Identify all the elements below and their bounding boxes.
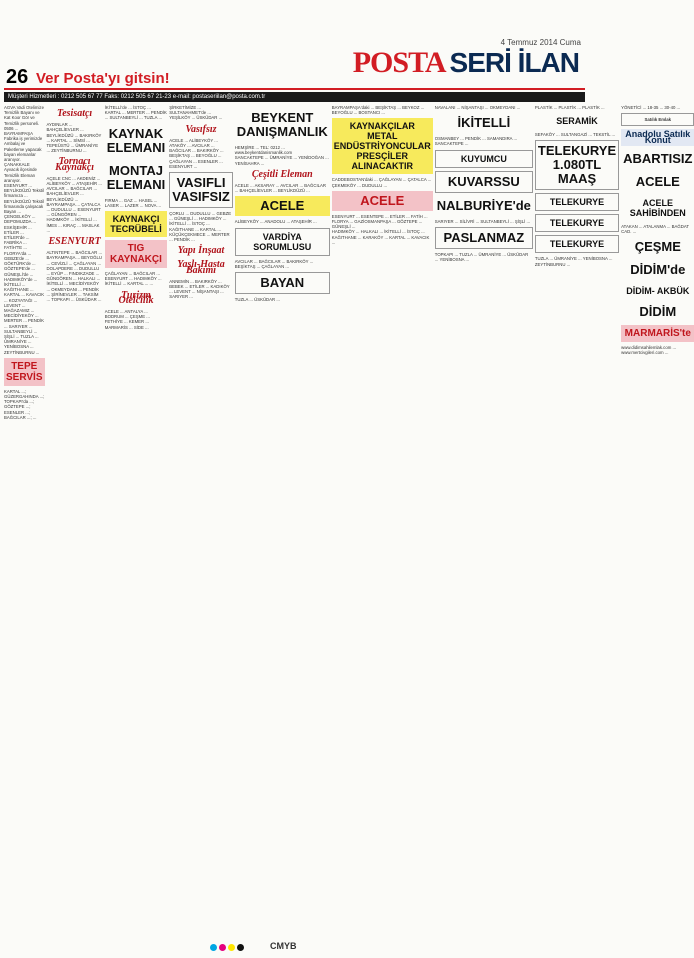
ad-heading: TELEKURYE 1.080TL MAAŞ	[535, 140, 619, 190]
column-6	[332, 105, 433, 935]
ad-heading: ABARTISIZ	[623, 150, 693, 166]
ad-text: ACELE ... AKSARAY ... AVCILAR ... BAĞCILAR ... BAHÇELİEVLER ... BEYLİKDÜZÜ ...	[234, 183, 327, 194]
page-number: 26	[6, 66, 29, 88]
ad-text: TUZLA ... ÜMRANİYE ... YENİBOSNA ... ZEYTİNBURNU ...	[534, 256, 613, 267]
ad-text: SEFAKÖY ... SULTANGAZİ ... TEKSTİL ...	[534, 132, 616, 138]
ad-heading: SERAMİK	[556, 116, 598, 127]
ad-text: SARIYER ... SİLİVRİ ... SULTANBEYLİ ... ŞİŞLİ ...	[434, 218, 531, 224]
ad-heading: DİDİM- AKBÜK	[626, 286, 690, 297]
logo-serilan: SERİ İLAN	[449, 47, 579, 78]
ad-text: BAYRAMPAŞA'daki ... BEŞİKTAŞ ... BEYKOZ ... BEYOĞLU ... BOSTANCI ...	[331, 105, 425, 116]
ad-text: PLASTİK ... PLASTİK ... PLASTİK ...	[534, 105, 605, 110]
ad-text: AYDINLAR ... BAHÇELİEVLER ... BEYLİKDÜZÜ ... BAKIRKÖY ... KARTAL ... SİMSİ ... TEPEÜSTÜ ... ÜMRANİYE ... ZEYTİNBURNU ...	[46, 122, 102, 154]
magenta-mark	[219, 944, 226, 951]
ad-text: HEMŞİRE ... TEL: 0212 ... www.beykentdanismanlik.com	[234, 145, 293, 156]
column-5	[235, 105, 330, 935]
column-3	[105, 105, 168, 935]
ad-text: AGVA Vadi Otelimize Temizlik Bayanı ve Kat Koor Gör ve Temizlik personeli. 0506 ...	[4, 105, 44, 131]
ad-text: ATAKAN ... ATALANMA ... BAĞDAT CAD. ...	[621, 223, 689, 235]
ad-heading: TIG KAYNAKÇI	[105, 240, 168, 268]
black-mark	[237, 944, 244, 951]
page-header	[0, 0, 589, 92]
column-8	[535, 105, 619, 935]
ad-heading: ACELE	[635, 173, 680, 189]
ad-text: AVCILAR ... BAĞCILAR ... BAKIRKÖY ... BEŞİKTAŞ ... ÇAĞLAYAN ...	[234, 258, 314, 269]
column-2	[47, 105, 103, 935]
contact-bar: Müşteri Hizmetleri : 0212 505 67 77 Faks: 0212 505 67 21-23 e-mail: postaseriilan@posta.com.tr	[4, 92, 585, 102]
ad-heading: Yaşlı-Hasta Bakımı	[177, 259, 225, 276]
ad-heading: Satılık Emlak	[621, 113, 694, 126]
ad-text: www.didimsahilemlak.com ... www.mertcivgileri.com ...	[621, 345, 677, 356]
ad-text: KARTAL ...; GÜZERGAHINDA ...; TOPKAPI'da ...; GÖZTEPE ...; ESENLER ...; BAĞCILAR ...; ...	[4, 388, 45, 420]
ad-text: ANNEMİN ... BAKIRKÖY ... BEBEK ... ETİLER ... KADIKÖY ... LEVENT ... NİŞANTAŞI ... SARIYER ...	[169, 278, 230, 300]
classifieds-columns	[4, 105, 693, 935]
ad-heading: DİDİM	[639, 304, 677, 320]
logo	[353, 46, 579, 80]
ad-heading: VASIFLI VASIFSIZ	[169, 172, 233, 208]
ad-text: FIRMA ... GAZ ... HASEL ... LASER ... LAZER ... NOVA ...	[104, 197, 162, 208]
ad-heading: TELEKURYE	[535, 214, 619, 232]
ad-text: ESENYURT ... ESENTEPE ... ETİLER ... FATİH ... FLORYA ... GAZİOSMANPAŞA ... GÖZTEPE ... GÜNEŞLİ ...	[331, 213, 428, 230]
ad-text: OSMANBEY ... PENDİK ... SAMANDIRA ... SANCAKTEPE ...	[434, 136, 518, 147]
ad-heading: ESENYURT	[48, 236, 101, 248]
ad-text: ACELE ... ANTALYA ... BODRUM ... ÇEŞME ... FETHİYE ... KEMER ... MARMARİS ... SİDE ...	[104, 309, 150, 330]
ad-text: SANCAKTEPE ... ÜMRANİYE ... YENİDOĞAN ... YENİSAHRA ...	[234, 155, 329, 166]
ad-heading: TELEKURYE	[535, 193, 619, 211]
yellow-mark	[228, 944, 235, 951]
ad-heading: BEYKENT DANIŞMANLIK	[236, 110, 328, 139]
ad-heading: ÇEŞME	[634, 239, 681, 255]
ad-heading: Yapı İnşaat	[177, 245, 225, 257]
ad-heading: Tesisatçı	[57, 108, 93, 119]
ad-heading: ACELE	[235, 196, 330, 216]
column-9	[621, 105, 694, 935]
ad-text: NAVALANI ... NİŞANTAŞI ... OKMEYDANI ...	[434, 105, 521, 110]
ad-text: İKİTELLİ'de ... İSTOÇ ... KARTAL ... MERTER ... PENDİK ... SULTANBEYLİ ... TUZLA ...	[104, 105, 167, 121]
ad-heading: TEPE SERVİS	[4, 358, 45, 386]
ad-text: TUZLA ... ÜSKÜDAR ...	[234, 297, 280, 303]
slogan: Ver Posta'yı gitsin!	[36, 70, 170, 87]
ad-heading: KAYNAK ELEMANI	[106, 125, 166, 155]
issue-date: 4 Temmuz 2014 Cuma	[500, 38, 581, 47]
ad-heading: Turizm Otelcilik	[118, 289, 154, 306]
ad-text: AÇELE CNC ... AKDENİZ ... ALİBEYKÖY ... ATAŞEHİR ... AVCILAR ... BAĞCILAR ... BAHÇELİEVLER ... BEYLİKDÜZÜ ... BAYRAMPAŞA ... ÇATALCA ... DUDULLU ... ESENYURT ... GÜNGÖREN ... HADIMKÖY ... İKİTELLİ ... İMES ... KIRAÇ ... MASLAK ...	[46, 175, 102, 233]
ad-heading: Çeşitli Eleman	[251, 168, 313, 180]
footer-brand: CMYB	[270, 941, 297, 951]
ad-heading: KAYNAKÇI TECRÜBELİ	[105, 211, 168, 237]
ad-heading: KUVARSSU	[435, 171, 533, 193]
ad-text: TOPKAPI ... TUZLA ... ÜMRANİYE ... ÜSKÜDAR ... YENİBOSNA ...	[434, 251, 529, 263]
ad-text: CADDEBOSTAN'daki ... ÇAĞLAYAN ... ÇATALCA ... ÇEKMEKÖY ... DUDULLU ...	[331, 177, 432, 188]
ad-heading: KAYNAKÇILAR METAL ENDÜSTRİYONCULAR PRESÇİLER ALINACAKTIR	[332, 118, 433, 174]
column-1	[4, 105, 45, 935]
ad-text: HADIMKÖY ... HALKALI ... İKİTELLİ ... İSTOÇ ... KAĞITHANE ... KARAKÖY ... KARTAL ... KAVACIK ...	[331, 229, 430, 245]
ad-heading: Anadolu Satılık Konut	[621, 129, 694, 145]
ad-heading: ACELE SAHİBİNDEN	[629, 197, 686, 218]
ad-heading: TELEKURYE	[535, 235, 619, 253]
header-rule	[4, 88, 585, 90]
ad-text: ACELE ... ALİBEYKÖY ... ATAKÖY ... AVCILAR ... BAĞCILAR ... BAKIRKÖY ... BEŞİKTAŞ ... BEYOĞLU ... ÇAĞLAYAN ... ESENLER ... ESENYURT ...	[169, 137, 224, 169]
column-7	[435, 105, 533, 935]
ad-heading: BAYAN	[235, 272, 330, 294]
column-4	[169, 105, 233, 935]
cyan-mark	[210, 944, 217, 951]
ad-text: YÖNETİCİ ... 18-35 ... 30-40 ...	[621, 105, 681, 110]
ad-text: BAYRAMPAŞA Fabrika iş yerimizde Ambalaj ve Paketleme yapacak bayan elemanlar aranıyor. ÇANAKKALE Ayvacık ilçesinde Temizlik Eleman aranıyor. ESENYURT ... BEYLİKDÜZÜ Tekstil firmamıza ... BEYLİKDÜZÜ Tekstil firmasında çalışacak Bayan ... ÇENGELKÖY ... DEPOMUZDA ... ESKİŞEHİR ... ETİLER ... ETİLER'de ... FABRİKA ... FATİH'TE ... FLORYA'da ... GEBZE'de ... GÖKTÜRK'de ... GÖZTEPE'de ... GÜNEŞLİ'de ... HADIMKÖY'de ... İKİTELLİ ... KAĞITHANE ... KARTAL ... KAVACIK ... KOZYATAĞI ... LEVENT ... MAĞAZAMIZ ... MECİDİYEKÖY ... MERTER ... PENDİK ... SARIYER ... SULTANBEYLİ ... ŞİŞLİ ... TUZLA ... ÜMRANİYE ... YENİBOSNA ... ZEYTİNBURNU ...	[4, 131, 45, 355]
ad-text: ŞİRKETİMİZE ... SULTANAHMET'de ... YEŞİLKÖY ... ÜSKÜDAR ...	[169, 105, 223, 121]
color-registration-marks	[210, 944, 244, 951]
ad-text: ÇAĞLAYAN ... BAĞCILAR ... ESENYURT ... HADIMKÖY ... İKİTELLİ ... KARTAL ... ...	[104, 271, 162, 287]
ad-text: ALİBEYKÖY ... ANADOLU ... ATAŞEHİR ...	[234, 219, 317, 225]
ad-heading: İKİTELLİ	[457, 115, 511, 131]
ad-heading: DİDİM'de	[630, 262, 686, 278]
ad-text: ALTINTEPE ... BAĞCILAR ... BAYRAMPAŞA ... BEYOĞLU ... CEVİZLİ ... ÇAĞLAYAN ... DOLAPDERE ... DUDULLU ... EYÜP ... FINDIKZADE ... GÜNGÖREN ... HALKALI ... İKİTELLİ ... MECİDİYEKÖY ... OKMEYDANI ... PENDİK ... ŞİRİNEVLER ... TAKSİM ... TOPKAPI ... ÜSKÜDAR ...	[46, 250, 103, 303]
ad-heading: PASLANMAZ	[435, 227, 533, 249]
ad-heading: MONTAJ ELEMANI	[106, 162, 166, 192]
ad-heading: ACELE	[332, 191, 433, 211]
ad-heading: Vasıfsız	[185, 123, 217, 135]
ad-heading: MARMARİS'te	[621, 325, 694, 342]
ad-heading: Tornacı Kaynakçı	[55, 156, 95, 173]
logo-posta: POSTA	[352, 46, 446, 79]
ad-heading: NALBURİYE'de	[436, 197, 531, 213]
ad-heading: KUYUMCU	[435, 150, 533, 168]
ad-text: ÇORLU ... DUDULLU ... GEBZE ... GÜNEŞLİ ... HADIMKÖY ... İKİTELLİ ... İSTOÇ ... KAĞITHANE ... KARTAL ... KÜÇÜKÇEKMECE ... MERTER ... PENDİK ...	[169, 211, 232, 243]
ad-heading: VARDİYA SORUMLUSU	[235, 228, 330, 256]
